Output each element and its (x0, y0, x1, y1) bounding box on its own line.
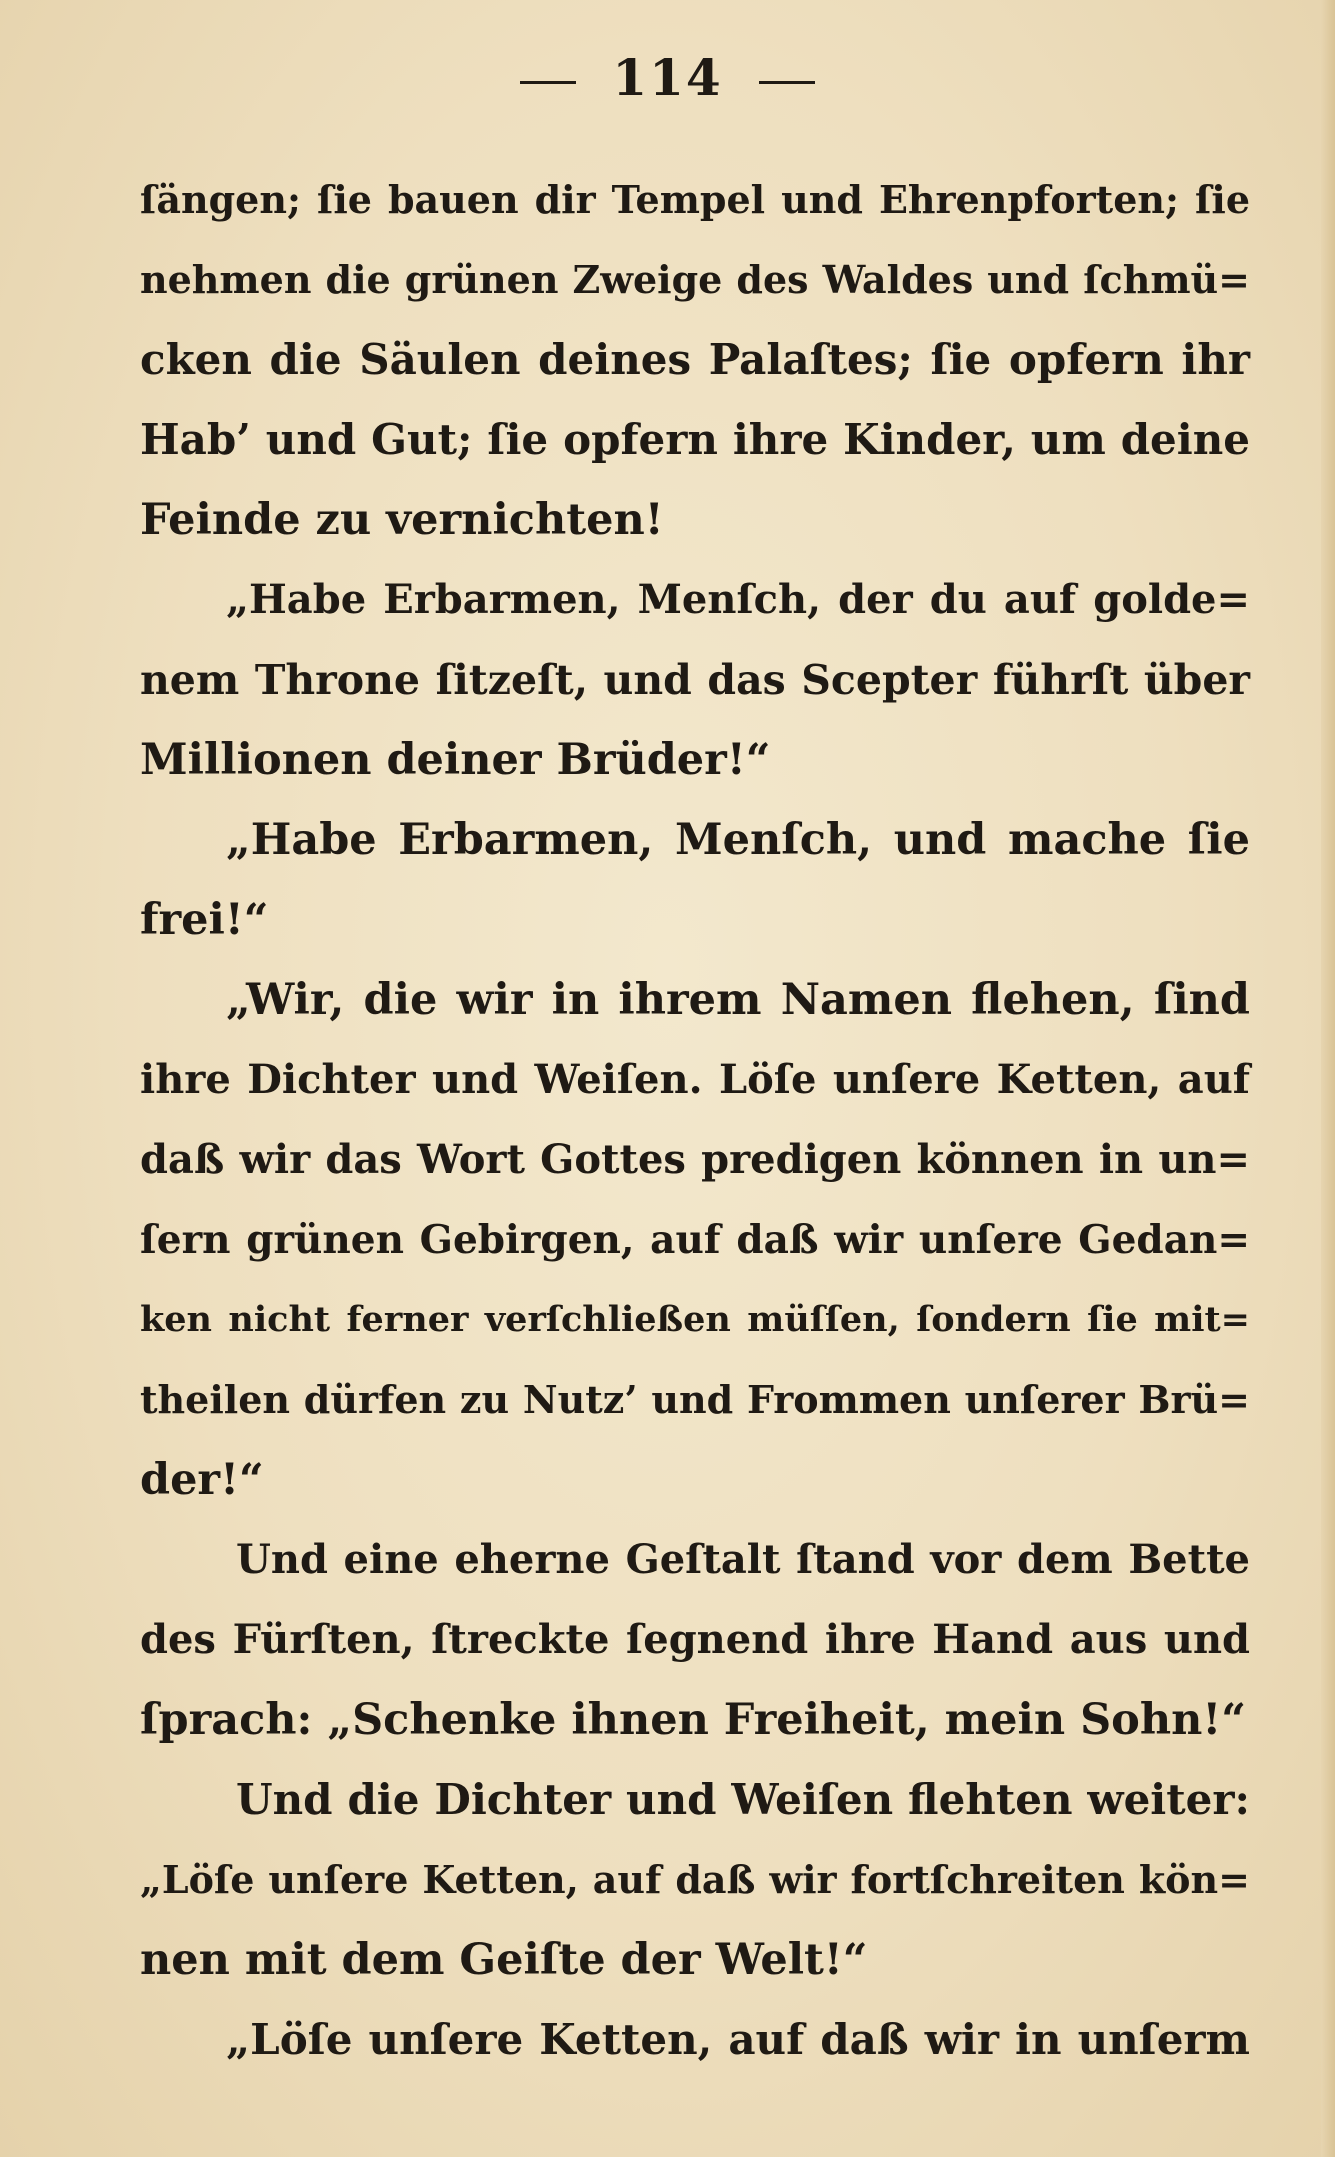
text-line: der!“ (140, 1455, 264, 1505)
text-line: nen mit dem Geiſte der Welt!“ (140, 1935, 868, 1985)
text-line: Und die Dichter und Weiſen flehten weiter: (236, 1775, 1250, 1824)
text-line: ihre Dichter und Weiſen. Löſe unſere Ketten, auf (140, 1056, 1250, 1103)
text-line: „Habe Erbarmen, Menſch, der du auf golde= (226, 576, 1250, 623)
text-line: nehmen die grünen Zweige des Waldes und ſchmü= (140, 257, 1250, 302)
header-dash-right (759, 81, 815, 84)
body-text (140, 160, 1250, 2080)
text-line: nem Throne ſitzeſt, und das Scepter führſt über (140, 656, 1250, 704)
text-line: ſängen; ſie bauen dir Tempel und Ehrenpforten; ſie (140, 177, 1250, 222)
text-line: ſern grünen Gebirgen, auf daß wir unſere Gedan= (140, 1217, 1250, 1263)
text-line: „Löſe unſere Ketten, auf daß wir in unſerm (226, 2015, 1250, 2064)
text-line: Feinde zu vernichten! (140, 495, 664, 545)
text-line: Millionen deiner Brüder!“ (140, 735, 771, 785)
page-header (0, 48, 1335, 107)
text-line: daß wir das Wort Gottes predigen können in un= (140, 1136, 1250, 1183)
page-number: 114 (612, 48, 723, 107)
header-dash-left (520, 81, 576, 84)
text-line: frei!“ (140, 895, 269, 945)
text-line: theilen dürfen zu Nutz’ und Frommen unſerer Brü= (140, 1377, 1250, 1422)
text-line: „Wir, die wir in ihrem Namen flehen, ſind (226, 975, 1250, 1025)
text-line: cken die Säulen deines Palaſtes; ſie opfern ihr (140, 335, 1250, 384)
text-line: des Fürſten, ſtreckte ſegnend ihre Hand aus und (140, 1616, 1250, 1663)
text-line: „Löſe unſere Ketten, auf daß wir fortſchreiten kön= (140, 1857, 1250, 1902)
text-line: ken nicht ferner verſchließen müſſen, ſondern ſie mit= (140, 1299, 1250, 1340)
text-line: Und eine eherne Geſtalt ſtand vor dem Bette (236, 1536, 1250, 1583)
text-line: „Habe Erbarmen, Menſch, und mache ſie (226, 815, 1250, 865)
page-edge (1321, 0, 1335, 2157)
text-line: ſprach: „Schenke ihnen Freiheit, mein Sohn!“ (140, 1695, 1246, 1745)
text-line: Hab’ und Gut; ſie opfern ihre Kinder, um deine (140, 415, 1250, 464)
